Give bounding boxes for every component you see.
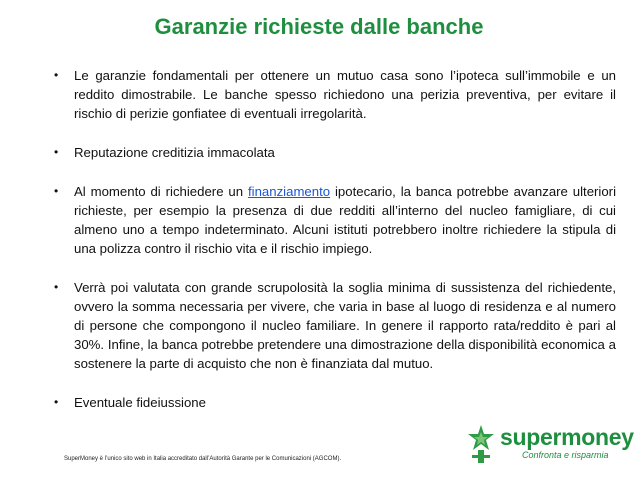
footer-disclaimer: SuperMoney è l’unico sito web in Italia accreditato dall’Autorità Garante per le Comunicazioni (AGCOM). xyxy=(64,456,342,462)
slide-title: Garanzie richieste dalle banche xyxy=(154,14,484,39)
bullet-item xyxy=(50,66,616,123)
green-star-logo-icon xyxy=(466,424,496,464)
bullet-text-after-link: ipotecario, la banca potrebbe avanzare ulteriori richieste, per esempio la presenza di due redditi all’interno del nucleo famigliare, di cui almeno uno a tempo indeterminato. Alcuni istituti potrebbero inoltre richiedere la stipula di una polizza contro il rischio vita e il rischio impiego. xyxy=(74,184,617,256)
bullet-item xyxy=(50,278,616,373)
bullet-dot-icon: • xyxy=(54,184,59,198)
bullet-text: Eventuale fideiussione xyxy=(74,395,206,410)
bullet-text: Le garanzie fondamentali per ottenere un mutuo casa sono l’ipoteca sull’immobile e un reddito dimostrabile. Le banche spesso richiedono una perizia preventiva, per evitare il rischio di perizie gonfiatee di eventuali irregolarità. xyxy=(74,68,616,121)
logo-tagline: Confronta e risparmia xyxy=(522,450,609,460)
finanziamento-link[interactable]: finanziamento xyxy=(247,184,331,199)
bullet-text: Reputazione creditizia immacolata xyxy=(74,145,275,160)
bullet-text-before-link: Al momento di richiedere un xyxy=(74,184,248,199)
bullet-dot-icon: • xyxy=(54,68,59,82)
bullet-list xyxy=(50,66,616,412)
bullet-dot-icon: • xyxy=(54,280,59,294)
bullet-dot-icon: • xyxy=(54,395,59,409)
supermoney-logo xyxy=(462,422,634,466)
bullet-item xyxy=(50,182,616,258)
bullet-item xyxy=(50,143,616,162)
bullet-dot-icon: • xyxy=(54,145,59,159)
logo-wordmark: supermoney xyxy=(500,424,634,450)
bullet-text: Verrà poi valutata con grande scrupolosità la soglia minima di sussistenza del richiedente, ovvero la somma necessaria per vivere, che varia in base al luogo di residenza e al numero di persone che compongono il nucleo familiare. In genere il rapporto rata/reddito è pari al 30%. Infine, la banca potrebbe pretendere una dimostrazione della disponibilità economica a sostenere la parte di acquisto che non è finanziata dal mutuo. xyxy=(74,280,616,371)
bullet-item xyxy=(50,393,616,412)
